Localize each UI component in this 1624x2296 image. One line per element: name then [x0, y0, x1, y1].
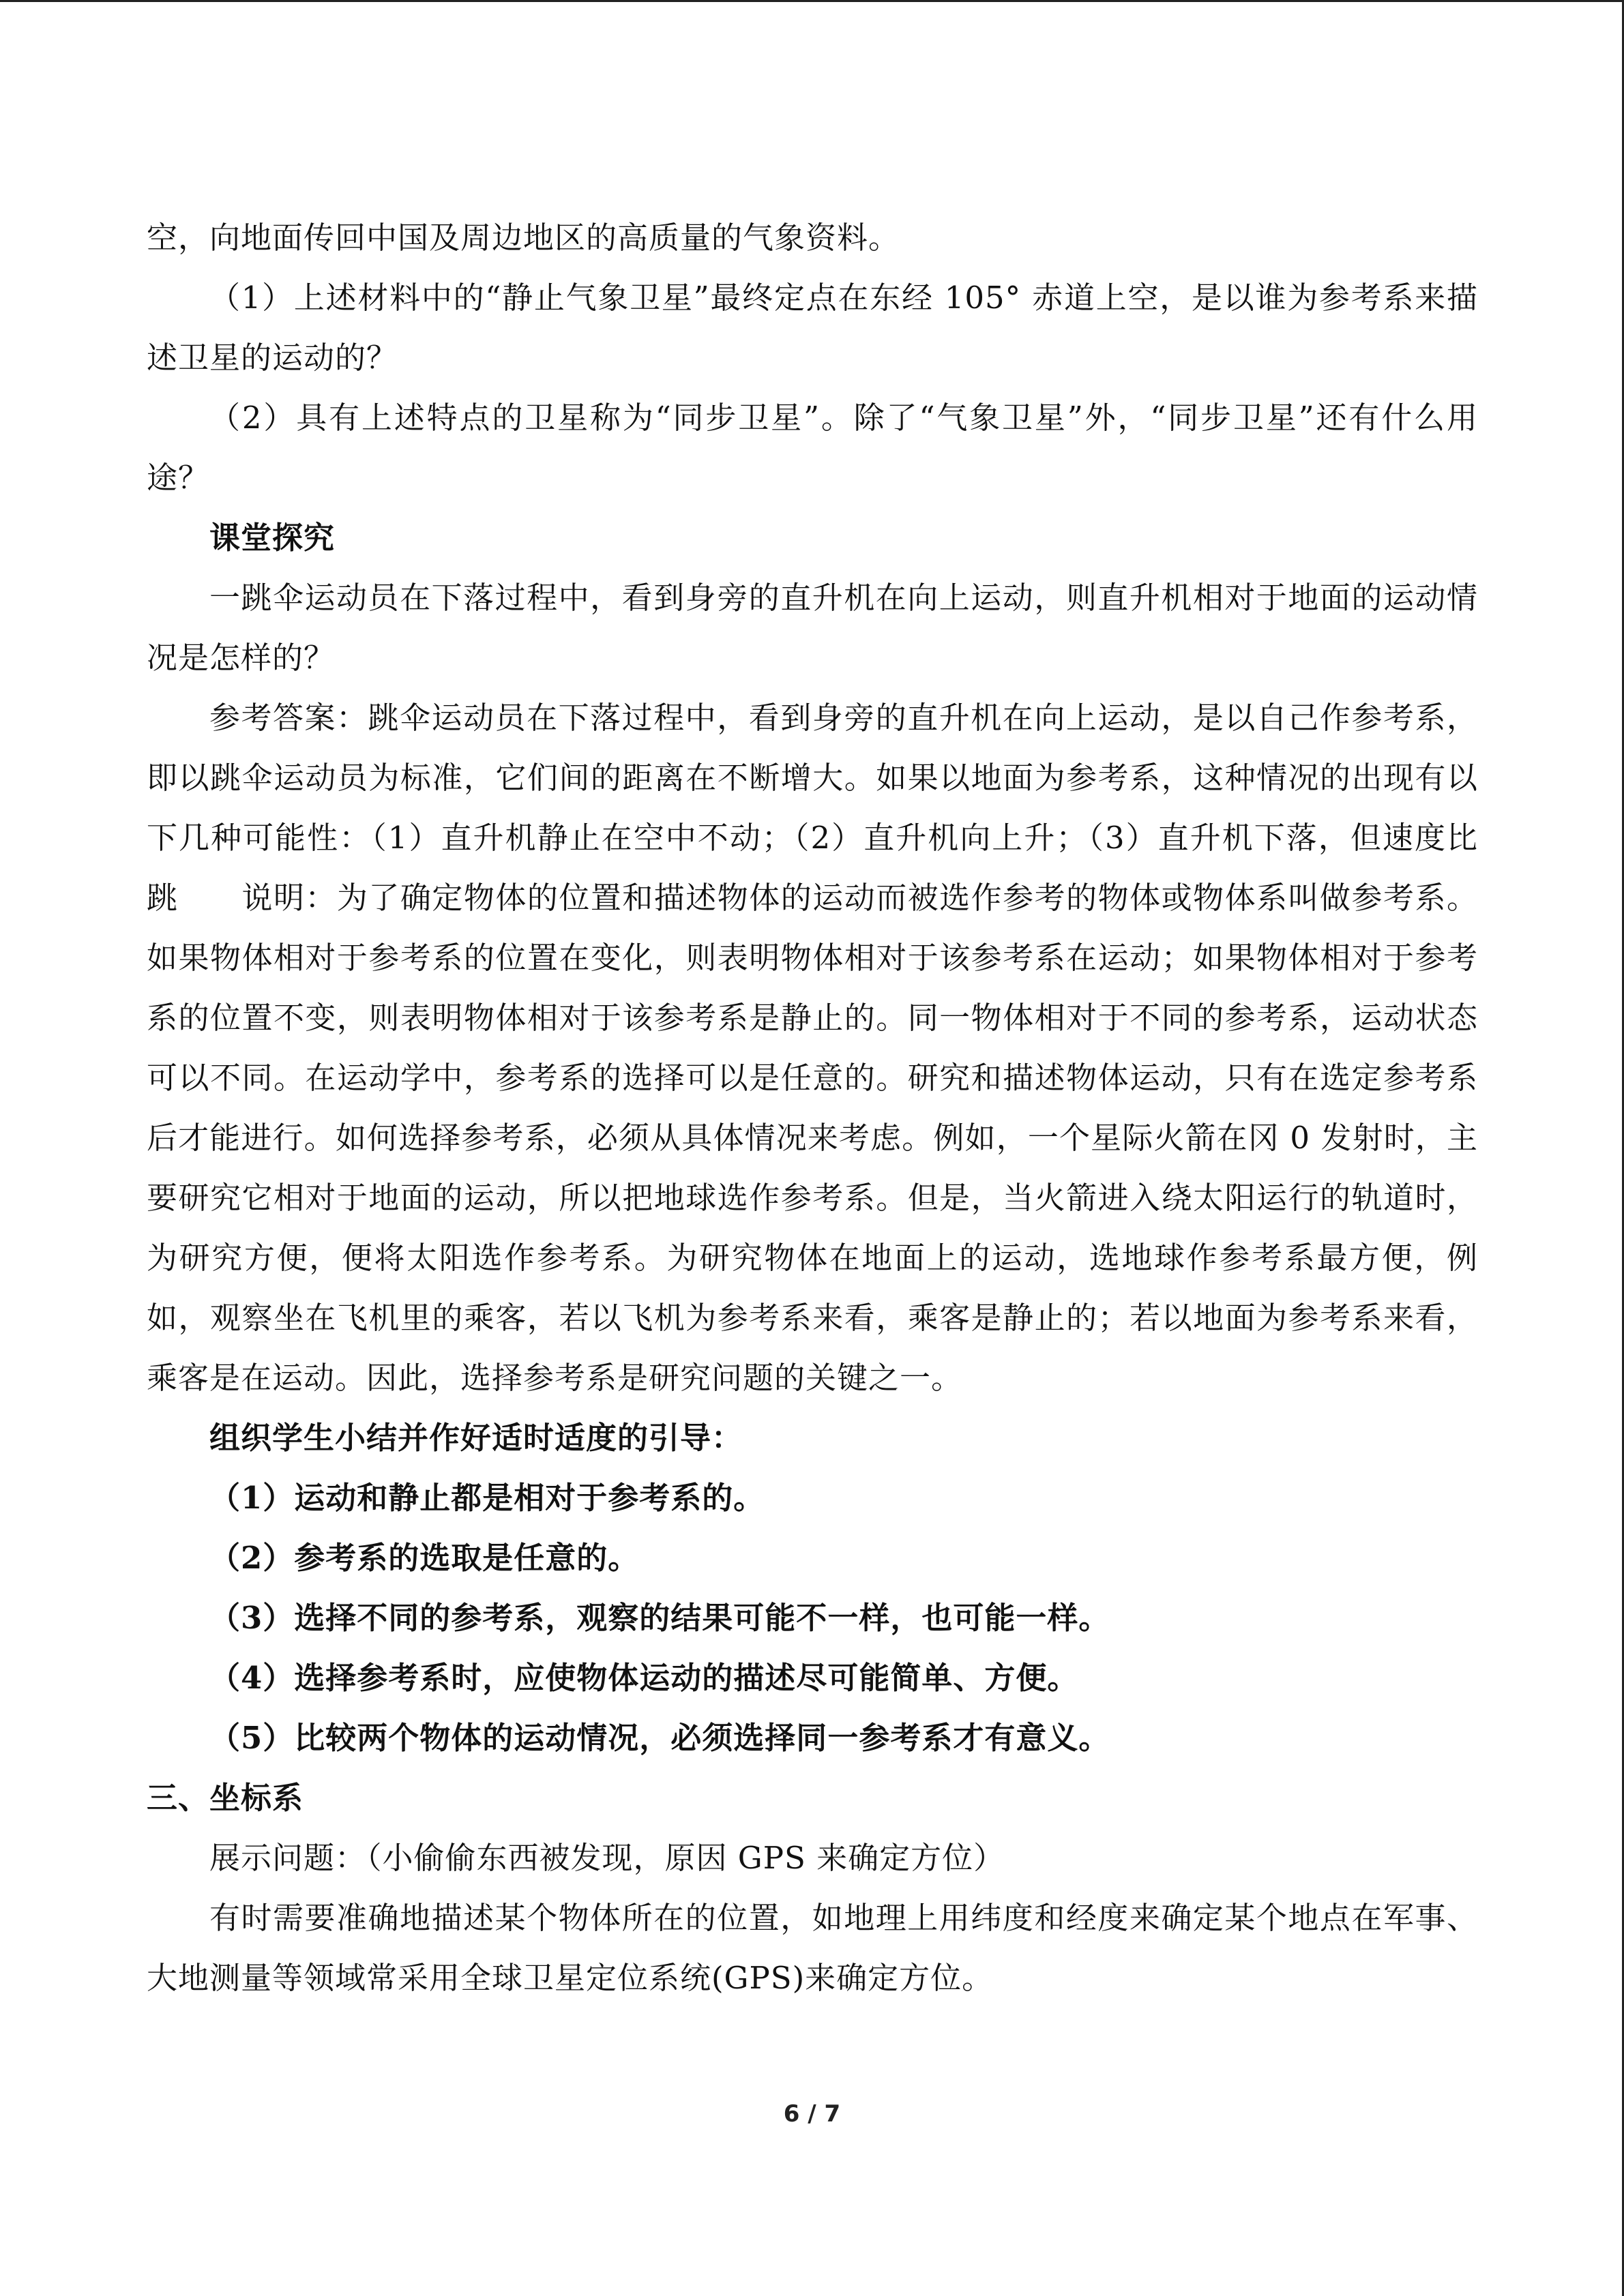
- summary-point-1: （1）运动和静止都是相对于参考系的。: [209, 1480, 765, 1516]
- summary-intro: 组织学生小结并作好适时适度的引导：: [209, 1420, 743, 1456]
- reference-answer: 参考答案：跳伞运动员在下落过程中，看到身旁的直升机在向上运动，是以自己作参考系，即以跳伞运动员为标准，它们间的距离在不断增大。如果以地面为参考系，这种情况的出现有以下几种可能性：（1）直升机静止在空中不动；（2）直升机向上升；（3）直升机下落，但速度比跳 说明：为了确定物体的位置和描述物体的运动而被选作参考的物体或物体系叫做参考系。如果物体相对于参考系的位置在变化，则表明物体相对于该参考系在运动；如果物体相对于参考系的位置不变，则表明物体相对于该参考系是静止的。同一物体相对于不同的参考系，运动状态可以不同。在运动学中，参考系的选择可以是任意的。研究和描述物体运动，只有在选定参考系后才能进行。如何选择参考系，必须从具体情况来考虑。例如，一个星际火箭在冈 0 发射时，主要研究它相对于地面的运动，所以把地球选作参考系。但是，当火箭进入绕太阳运行的轨道时，为研究方便，便将太阳选作参考系。为研究物体在地面上的运动，选地球作参考系最方便，例如，观察坐在飞机里的乘客，若以飞机为参考系来看，乘客是静止的；若以地面为参考系来看，乘客是在运动。因此，选择参考系是研究问题的关键之一。: [147, 700, 1478, 1396]
- paragraph-continuation: 空，向地面传回中国及周边地区的高质量的气象资料。: [147, 220, 900, 256]
- summary-point-3: （3）选择不同的参考系，观察的结果可能不一样，也可能一样。: [209, 1600, 1110, 1636]
- inquiry-question: 一跳伞运动员在下落过程中，看到身旁的直升机在向上运动，则直升机相对于地面的运动情况是怎样的？: [147, 580, 1478, 676]
- document-body: [147, 208, 1478, 2008]
- page-number: 6 / 7: [783, 2100, 841, 2128]
- summary-point-2: （2）参考系的选取是任意的。: [209, 1540, 640, 1576]
- section-heading-coordinate-system: 三、坐标系: [147, 1780, 304, 1816]
- page-border-top: [0, 0, 1624, 2]
- gps-paragraph: 有时需要准确地描述某个物体所在的位置，如地理上用纬度和经度来确定某个地点在军事、大地测量等领域常采用全球卫星定位系统(GPS)来确定方位。: [147, 1900, 1478, 1996]
- summary-point-4: （4）选择参考系时，应使物体运动的描述尽可能简单、方便。: [209, 1660, 1079, 1696]
- summary-point-5: （5）比较两个物体的运动情况，必须选择同一参考系才有意义。: [209, 1720, 1110, 1756]
- question-2: （2）具有上述特点的卫星称为“同步卫星”。除了“气象卫星”外，“同步卫星”还有什么用途？: [147, 400, 1478, 496]
- section-heading-classroom-inquiry: 课堂探究: [209, 520, 336, 556]
- show-problem: 展示问题：（小偷偷东西被发现，原因 GPS 来确定方位）: [209, 1840, 1005, 1876]
- question-1: （1）上述材料中的“静止气象卫星”最终定点在东经 105° 赤道上空，是以谁为参考系来描述卫星的运动的？: [147, 280, 1478, 376]
